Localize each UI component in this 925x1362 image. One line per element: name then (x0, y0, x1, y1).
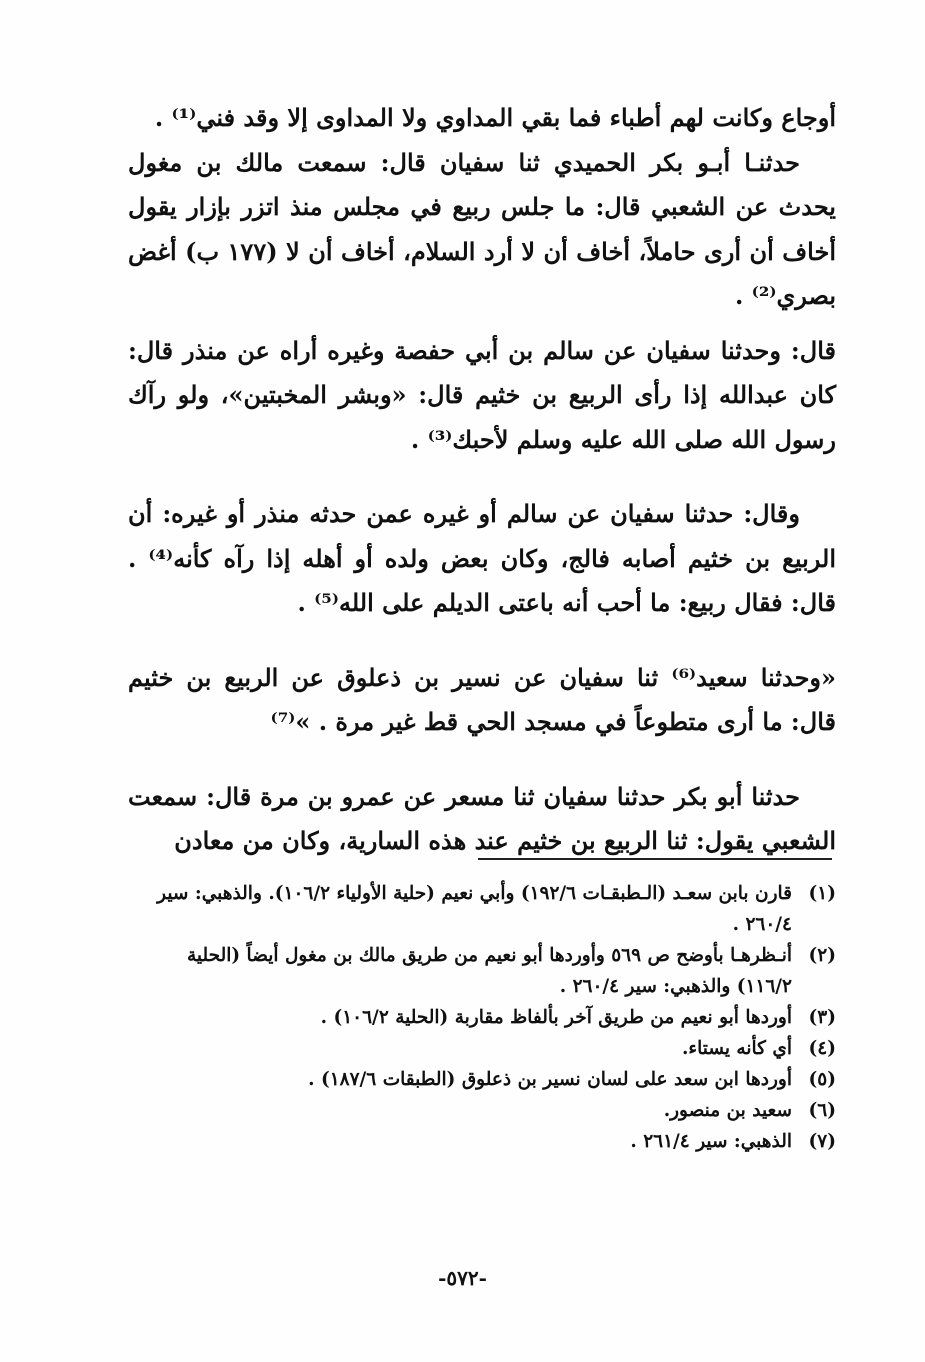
footnotes (128, 878, 836, 1157)
footnote-5 (128, 1064, 836, 1095)
footnote-divider (478, 858, 832, 860)
paragraph-1: أوجاع وكانت لهم أطباء فما بقي المداوي ولا المداوى إلا وقد فني⁽¹⁾ . (154, 103, 836, 132)
footnote-text: قارن بابن سعـد (الـطبقـات ١٩٢/٦) وأبي نعيم (حلية الأولياء ١٠٦/٢). والذهبي: سير ٢٦٠/٤ . (157, 883, 792, 935)
footnote-number: (٦) (808, 1100, 836, 1121)
footnote-7 (128, 1126, 836, 1157)
footnote-text: أي كأنه يستاء. (681, 1038, 792, 1059)
footnote-3 (128, 1002, 836, 1033)
footnote-text: الذهبي: سير ٢٦١/٤ . (630, 1131, 792, 1152)
footnote-6 (128, 1095, 836, 1126)
footnote-number: (٥) (808, 1069, 836, 1090)
paragraph-4: وقال: حدثنا سفيان عن سالم أو غيره عمن حدثه منذر أو غيره: أن الربيع بن خثيم أصابه فالج، وكان بعض ولده أو أهله إذا رآه كأنه⁽⁴⁾ . قال: فقال ربيع: ما أحب أنه باعتى الديلم على الله⁽⁵⁾ . (128, 499, 837, 617)
footnote-text: أوردها أبو نعيم من طريق آخر بألفاظ مقاربة (الحلية ١٠٦/٢) . (320, 1007, 792, 1028)
page-number: -٥٧٢- (438, 1266, 487, 1290)
main-text (128, 96, 836, 864)
footnote-text: أوردها ابن سعد على لسان نسير بن ذعلوق (الطبقات ١٨٧/٦) . (308, 1069, 792, 1090)
paragraph-2: حدثنـا أبـو بكر الحميدي ثنا سفيان قال: سمعت مالك بن مغول يحدث عن الشعبي قال: ما جلس ربيع في مجلس منذ اتزر بإزار يقول أخاف أن أرى حاملاً، أخاف أن لا أرد السلام، أخاف أن لا (١٧٧ ب) أغض بصري⁽²⁾ . (128, 147, 836, 310)
paragraph-6: حدثنا أبو بكر حدثنا سفيان ثنا مسعر عن عمرو بن مرة قال: سمعت الشعبي يقول: ثنا الربيع بن خثيم عند هذه السارية، وكان من معادن (128, 781, 836, 855)
footnote-1 (128, 878, 836, 940)
paragraph-3: قال: وحدثنا سفيان عن سالم بن أبي حفصة وغيره أراه عن منذر قال: كان عبدالله إذا رأى الربيع بن خثيم قال: «وبشر المخبتين»، ولو رآك رسول الله صلى الله عليه وسلم لأحبك⁽³⁾ . (128, 335, 836, 454)
footnote-4 (128, 1033, 836, 1064)
footnote-number: (١) (808, 883, 836, 904)
footnote-2 (128, 940, 836, 1002)
footnote-number: (٢) (808, 945, 836, 966)
footnote-text: أنـظرهـا بأوضح ص ٥٦٩ وأوردها أبو نعيم من طريق مالك بن مغول أيضاً (الحلية ١١٦/٢) والذهبي: سير ٢٦٠/٤ . (187, 945, 792, 997)
footnote-number: (٤) (808, 1038, 836, 1059)
paragraph-5: «وحدثنا سعيد⁽⁶⁾ ثنا سفيان عن نسير بن ذعلوق عن الربيع بن خثيم قال: ما أرى متطوعاً في مسجد الحي قط غير مرة . »⁽⁷⁾ (128, 662, 836, 736)
footnote-text: سعيد بن منصور. (663, 1100, 792, 1121)
footnote-number: (٧) (808, 1131, 836, 1152)
footnote-number: (٣) (808, 1007, 836, 1028)
